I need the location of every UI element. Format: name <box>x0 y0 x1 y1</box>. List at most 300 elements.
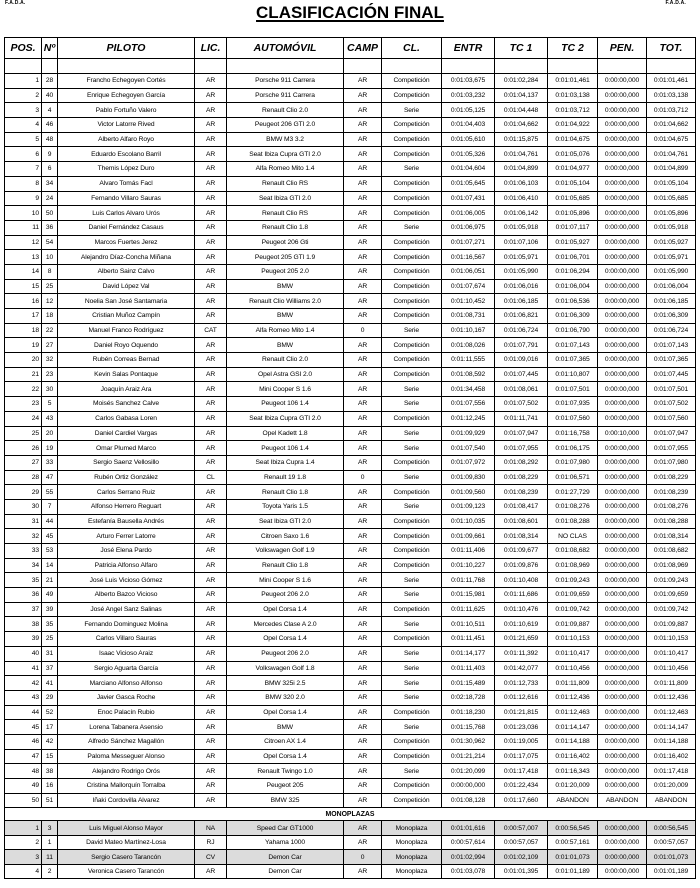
table-cell: 0:01:12,733 <box>495 676 548 691</box>
table-cell: 0:01:01,189 <box>647 864 696 879</box>
table-cell: AR <box>195 514 227 529</box>
table-cell: Volkswagen Golf 1.9 <box>227 544 344 559</box>
section-heading-row <box>5 808 696 821</box>
table-cell: 0:01:04,604 <box>442 162 495 177</box>
table-cell: Porsche 911 Carrera <box>227 88 344 103</box>
table-cell: 0:00:00,000 <box>598 74 647 89</box>
table-cell: 0:01:09,659 <box>548 588 598 603</box>
table-cell: 1 <box>5 821 42 836</box>
table-cell: 0:00:00,000 <box>598 602 647 617</box>
table-cell: Alejandro Rodrigo Orós <box>58 764 195 779</box>
table-cell: Alfa Romeo Mito 1.4 <box>227 323 344 338</box>
table-cell: AR <box>344 441 382 456</box>
table-row <box>5 294 696 309</box>
table-cell: 0:00:00,000 <box>598 191 647 206</box>
table-cell: José Elena Pardo <box>58 544 195 559</box>
table-cell: Serie <box>382 397 442 412</box>
table-cell: AR <box>344 835 382 850</box>
table-cell: 45 <box>5 720 42 735</box>
table-cell: AR <box>344 558 382 573</box>
table-cell: 0:01:05,990 <box>495 264 548 279</box>
table-cell: 0:01:06,975 <box>442 220 495 235</box>
table-cell: Monoplaza <box>382 821 442 836</box>
table-cell: 0:00:57,057 <box>647 835 696 850</box>
page-title: CLASIFICACIÓN FINAL <box>256 3 444 22</box>
table-cell: 0:01:08,314 <box>647 529 696 544</box>
table-cell: 0:01:10,227 <box>442 558 495 573</box>
table-cell: Daniel Royo Oquendo <box>58 338 195 353</box>
table-row <box>5 132 696 147</box>
table-cell: CL <box>195 470 227 485</box>
table-cell: Competición <box>382 632 442 647</box>
table-cell: RJ <box>195 835 227 850</box>
table-cell: 0:00:00,000 <box>598 544 647 559</box>
table-cell: 0:01:15,981 <box>442 588 495 603</box>
table-row <box>5 529 696 544</box>
table-cell: 0:00:00,000 <box>598 835 647 850</box>
table-cell: 0:01:06,004 <box>647 279 696 294</box>
table-cell: Competición <box>382 544 442 559</box>
table-cell: 51 <box>42 793 58 808</box>
table-cell: 0:01:20,099 <box>442 764 495 779</box>
table-cell: 0:00:00,000 <box>442 779 495 794</box>
table-cell: 0:01:11,406 <box>442 544 495 559</box>
table-cell: Mini Cooper S 1.6 <box>227 382 344 397</box>
table-cell: AR <box>195 646 227 661</box>
table-cell: 34 <box>5 558 42 573</box>
table-cell: AR <box>344 821 382 836</box>
table-cell: 0:01:08,026 <box>442 338 495 353</box>
table-cell: Serie <box>382 690 442 705</box>
table-cell: 0:01:06,724 <box>647 323 696 338</box>
table-cell: 0:01:17,418 <box>647 764 696 779</box>
table-cell: 0:01:10,456 <box>548 661 598 676</box>
table-cell: Serie <box>382 661 442 676</box>
table-cell: 0:01:10,476 <box>495 602 548 617</box>
table-cell: AR <box>344 485 382 500</box>
table-cell: 0:01:03,138 <box>548 88 598 103</box>
table-cell: 0:00:00,000 <box>598 294 647 309</box>
table-cell: CAT <box>195 323 227 338</box>
table-cell: 0:01:17,660 <box>495 793 548 808</box>
table-cell: AR <box>344 250 382 265</box>
table-cell: 0:01:09,742 <box>647 602 696 617</box>
table-cell: Competición <box>382 206 442 221</box>
table-cell: Peugeot 205 <box>227 779 344 794</box>
column-header: CAMP <box>344 38 382 59</box>
table-cell: 0:01:09,123 <box>442 499 495 514</box>
table-cell: 0:01:10,167 <box>442 323 495 338</box>
table-cell: 6 <box>5 147 42 162</box>
table-cell: 0:00:00,000 <box>598 485 647 500</box>
table-cell: 15 <box>42 749 58 764</box>
table-cell: AR <box>195 749 227 764</box>
table-cell: 22 <box>5 382 42 397</box>
table-cell: AR <box>344 74 382 89</box>
table-cell: Luis Miguel Alonso Mayor <box>58 821 195 836</box>
table-cell: AR <box>195 118 227 133</box>
table-cell: Seat Ibiza Cupra 1.4 <box>227 455 344 470</box>
table-cell: 0:01:08,128 <box>442 793 495 808</box>
table-cell: 0:00:00,000 <box>598 749 647 764</box>
table-cell: AR <box>344 103 382 118</box>
table-row <box>5 176 696 191</box>
table-row <box>5 720 696 735</box>
table-cell: Opel Corsa 1.4 <box>227 602 344 617</box>
table-cell: AR <box>344 279 382 294</box>
table-cell: AR <box>344 264 382 279</box>
table-cell: 0:01:06,724 <box>495 323 548 338</box>
table-cell: 43 <box>42 411 58 426</box>
table-cell: Peugeot 106 1.4 <box>227 441 344 456</box>
table-row <box>5 103 696 118</box>
table-cell: 38 <box>5 617 42 632</box>
table-cell: NA <box>195 821 227 836</box>
table-cell: ABANDON <box>548 793 598 808</box>
table-cell: 27 <box>5 455 42 470</box>
table-cell: 0 <box>344 323 382 338</box>
table-cell: 14 <box>5 264 42 279</box>
table-row <box>5 411 696 426</box>
table-cell: 0:01:09,929 <box>442 426 495 441</box>
table-cell: AR <box>195 558 227 573</box>
section-heading: MONOPLAZAS <box>5 808 696 821</box>
table-cell: Noelia San José Santamaria <box>58 294 195 309</box>
column-header: CL. <box>382 38 442 59</box>
table-cell: 0:01:05,971 <box>495 250 548 265</box>
table-cell: AR <box>195 367 227 382</box>
table-cell: 0:01:09,887 <box>647 617 696 632</box>
table-cell: Competición <box>382 309 442 324</box>
table-cell: 0:01:05,927 <box>548 235 598 250</box>
table-cell: Marciano Alfonso Alfonso <box>58 676 195 691</box>
table-cell: Enrique Echegoyen García <box>58 88 195 103</box>
table-cell: Serie <box>382 617 442 632</box>
table-cell: Opel Kadett 1.8 <box>227 426 344 441</box>
table-row <box>5 558 696 573</box>
table-cell: 0:00:00,000 <box>598 821 647 836</box>
table-cell: AR <box>344 632 382 647</box>
table-cell: 0:01:01,395 <box>495 864 548 879</box>
table-cell: 0:01:06,790 <box>548 323 598 338</box>
table-cell: 0:01:04,977 <box>548 162 598 177</box>
table-cell: 0:01:08,239 <box>495 485 548 500</box>
table-cell: 0:01:14,177 <box>442 646 495 661</box>
table-cell: 0:01:05,645 <box>442 176 495 191</box>
table-cell: 5 <box>5 132 42 147</box>
table-cell: 0:01:09,661 <box>442 529 495 544</box>
table-cell: 0:01:05,990 <box>647 264 696 279</box>
table-cell: AR <box>344 499 382 514</box>
table-cell: 0:01:08,288 <box>647 514 696 529</box>
table-cell: AR <box>195 74 227 89</box>
table-row <box>5 250 696 265</box>
table-cell: Cristian Muñoz Campín <box>58 309 195 324</box>
table-cell: 49 <box>5 779 42 794</box>
table-cell: 0:01:03,138 <box>647 88 696 103</box>
table-cell: 0:01:05,971 <box>647 250 696 265</box>
table-cell: 0:01:07,106 <box>495 235 548 250</box>
table-cell: 22 <box>42 323 58 338</box>
table-cell: 0:00:00,000 <box>598 235 647 250</box>
table-cell: 32 <box>5 529 42 544</box>
table-cell: ABANDON <box>598 793 647 808</box>
table-row <box>5 690 696 705</box>
table-cell: 19 <box>5 338 42 353</box>
table-cell: Toyota Yaris 1.5 <box>227 499 344 514</box>
table-cell: 0:00:00,000 <box>598 382 647 397</box>
table-cell: AR <box>344 720 382 735</box>
table-row <box>5 191 696 206</box>
org-label-left: F.A.D.A. <box>5 0 26 6</box>
table-cell: 20 <box>5 353 42 368</box>
table-cell: Competición <box>382 338 442 353</box>
table-row <box>5 864 696 879</box>
table-cell: Paloma Messeguer Alonso <box>58 749 195 764</box>
table-cell: 0:01:06,309 <box>647 309 696 324</box>
table-row <box>5 514 696 529</box>
table-cell: 0:01:19,005 <box>495 734 548 749</box>
table-cell: 12 <box>5 235 42 250</box>
table-cell: 0:01:07,445 <box>647 367 696 382</box>
table-cell: AR <box>344 779 382 794</box>
table-cell: AR <box>195 353 227 368</box>
table-cell: 46 <box>42 118 58 133</box>
table-cell: ABANDON <box>647 793 696 808</box>
table-row <box>5 573 696 588</box>
table-cell: AR <box>344 793 382 808</box>
table-cell: Competición <box>382 734 442 749</box>
table-cell: AR <box>195 176 227 191</box>
table-cell: 8 <box>5 176 42 191</box>
table-cell: Peugeot 206 Gti <box>227 235 344 250</box>
table-cell: 0:01:07,501 <box>647 382 696 397</box>
table-cell: Competición <box>382 264 442 279</box>
table-row <box>5 485 696 500</box>
table-cell: 30 <box>42 382 58 397</box>
table-cell: 0:01:11,392 <box>495 646 548 661</box>
table-cell: 0:01:05,104 <box>548 176 598 191</box>
table-cell: Serie <box>382 499 442 514</box>
table-cell: AR <box>344 661 382 676</box>
table-cell: 0:00:00,000 <box>598 632 647 647</box>
table-cell: 0:01:08,969 <box>647 558 696 573</box>
table-cell: 41 <box>42 676 58 691</box>
table-cell: 0:01:12,245 <box>442 411 495 426</box>
table-cell: Demon Car <box>227 864 344 879</box>
table-cell: Renault Clio Williams 2.0 <box>227 294 344 309</box>
table-cell: 0:01:07,365 <box>647 353 696 368</box>
table-cell: AR <box>195 779 227 794</box>
table-cell: 0:01:17,418 <box>495 764 548 779</box>
table-cell: Yahama 1000 <box>227 835 344 850</box>
table-cell: AR <box>195 573 227 588</box>
table-cell: 0:01:06,005 <box>442 206 495 221</box>
table-cell: AR <box>195 455 227 470</box>
table-row <box>5 632 696 647</box>
table-cell: 0:01:10,619 <box>495 617 548 632</box>
table-cell: 15 <box>5 279 42 294</box>
table-cell: 16 <box>5 294 42 309</box>
table-cell: 13 <box>5 250 42 265</box>
table-cell: Serie <box>382 162 442 177</box>
table-cell: 0:00:00,000 <box>598 720 647 735</box>
table-cell: AR <box>344 132 382 147</box>
table-cell: 50 <box>42 206 58 221</box>
table-cell: AR <box>195 499 227 514</box>
table-cell: 0:01:06,185 <box>647 294 696 309</box>
table-cell: 2 <box>5 88 42 103</box>
table-row <box>5 162 696 177</box>
table-cell: Themis López Duro <box>58 162 195 177</box>
table-cell: 0:01:09,016 <box>495 353 548 368</box>
table-cell: 0:01:09,887 <box>548 617 598 632</box>
table-cell: 46 <box>5 734 42 749</box>
table-cell: 0:01:01,461 <box>548 74 598 89</box>
table-row <box>5 264 696 279</box>
table-cell: Competición <box>382 353 442 368</box>
table-row <box>5 338 696 353</box>
table-cell: 0:01:23,036 <box>495 720 548 735</box>
table-cell: Competición <box>382 294 442 309</box>
table-cell: 0:00:00,000 <box>598 734 647 749</box>
table-cell: Rubén Correas Bernad <box>58 353 195 368</box>
table-cell: Arturo Ferrer Latorre <box>58 529 195 544</box>
column-header: Nº <box>42 38 58 59</box>
table-cell: Alberto Alfaro Royo <box>58 132 195 147</box>
table-cell: AR <box>344 588 382 603</box>
table-cell: 39 <box>42 602 58 617</box>
table-cell: 0:00:00,000 <box>598 690 647 705</box>
table-cell: 27 <box>42 338 58 353</box>
table-cell: AR <box>195 88 227 103</box>
table-cell: Citroen Saxo 1.6 <box>227 529 344 544</box>
table-cell: Competición <box>382 74 442 89</box>
table-cell: 18 <box>5 323 42 338</box>
table-cell: AR <box>344 529 382 544</box>
table-cell: 25 <box>42 632 58 647</box>
table-row <box>5 602 696 617</box>
table-cell: AR <box>195 426 227 441</box>
table-cell: 0:01:04,403 <box>442 118 495 133</box>
table-cell: Competición <box>382 235 442 250</box>
table-cell: 0:01:16,402 <box>548 749 598 764</box>
table-cell: 29 <box>5 485 42 500</box>
table-cell: 0:00:00,000 <box>598 617 647 632</box>
table-cell: AR <box>195 441 227 456</box>
table-cell: 0:01:05,326 <box>442 147 495 162</box>
table-cell: 0:00:00,000 <box>598 779 647 794</box>
table-cell: 26 <box>5 441 42 456</box>
table-cell: 0:01:06,309 <box>548 309 598 324</box>
table-cell: Alberto Bazco Vicioso <box>58 588 195 603</box>
table-cell: 0:01:08,969 <box>548 558 598 573</box>
table-cell: 0:00:00,000 <box>598 441 647 456</box>
table-cell: AR <box>344 191 382 206</box>
table-cell: AR <box>195 529 227 544</box>
table-cell: 11 <box>42 850 58 865</box>
table-cell: 0:00:00,000 <box>598 309 647 324</box>
table-cell: 3 <box>5 850 42 865</box>
table-cell: 0:01:09,830 <box>442 470 495 485</box>
table-cell: AR <box>344 602 382 617</box>
table-cell: 0:01:05,685 <box>548 191 598 206</box>
table-cell: 53 <box>42 544 58 559</box>
table-cell: 0:01:08,592 <box>442 367 495 382</box>
table-cell: Moisés Sanchez Calve <box>58 397 195 412</box>
table-row <box>5 279 696 294</box>
table-cell: AR <box>195 235 227 250</box>
table-cell: 0:00:00,000 <box>598 455 647 470</box>
table-cell: 0:01:12,463 <box>548 705 598 720</box>
table-cell: 28 <box>42 74 58 89</box>
table-cell: AR <box>344 864 382 879</box>
table-cell: 0:00:00,000 <box>598 588 647 603</box>
table-cell: BMW <box>227 338 344 353</box>
table-cell: 48 <box>42 132 58 147</box>
table-cell: Joaquín Araiz Ara <box>58 382 195 397</box>
table-cell: AR <box>344 617 382 632</box>
table-cell: 0:01:04,662 <box>647 118 696 133</box>
table-row <box>5 646 696 661</box>
table-row <box>5 206 696 221</box>
table-cell: 0:00:00,000 <box>598 661 647 676</box>
table-cell: Francho Echegoyen Cortés <box>58 74 195 89</box>
table-cell: BMW <box>227 720 344 735</box>
table-cell: 0:01:06,410 <box>495 191 548 206</box>
table-cell: 0:01:01,189 <box>548 864 598 879</box>
table-cell: 0:01:02,994 <box>442 850 495 865</box>
table-cell: 0:01:18,230 <box>442 705 495 720</box>
table-cell: 42 <box>42 734 58 749</box>
table-cell: 0:01:11,403 <box>442 661 495 676</box>
table-cell: AR <box>344 353 382 368</box>
table-cell: AR <box>344 367 382 382</box>
table-cell: 0:01:08,601 <box>495 514 548 529</box>
table-cell: 0:01:06,004 <box>548 279 598 294</box>
table-cell: 0:01:06,051 <box>442 264 495 279</box>
table-cell: 45 <box>42 529 58 544</box>
table-cell: 7 <box>42 499 58 514</box>
table-cell: 41 <box>5 661 42 676</box>
table-cell: Competición <box>382 485 442 500</box>
table-cell: 0:01:04,662 <box>495 118 548 133</box>
table-cell: 0:01:15,489 <box>442 676 495 691</box>
table-cell: Fernando Dominguez Molina <box>58 617 195 632</box>
table-cell: Porsche 911 Carrera <box>227 74 344 89</box>
table-cell: AR <box>195 705 227 720</box>
table-cell: 0:01:11,686 <box>495 588 548 603</box>
table-cell: 0:01:07,560 <box>647 411 696 426</box>
table-cell: 17 <box>42 720 58 735</box>
table-cell: 35 <box>42 617 58 632</box>
table-cell: 0:00:10,000 <box>598 426 647 441</box>
table-row <box>5 661 696 676</box>
table-row <box>5 397 696 412</box>
table-cell: 42 <box>5 676 42 691</box>
table-cell: 10 <box>5 206 42 221</box>
table-cell: 37 <box>5 602 42 617</box>
table-cell: 0:01:04,137 <box>495 88 548 103</box>
table-cell: 47 <box>5 749 42 764</box>
table-cell: 0:01:05,104 <box>647 176 696 191</box>
table-cell: Peugeot 206 GTI 2.0 <box>227 118 344 133</box>
table-cell: 0:01:03,712 <box>548 103 598 118</box>
table-cell: 54 <box>42 235 58 250</box>
table-cell: Serie <box>382 323 442 338</box>
table-cell: 0:01:05,896 <box>548 206 598 221</box>
spacer-row <box>5 59 696 74</box>
